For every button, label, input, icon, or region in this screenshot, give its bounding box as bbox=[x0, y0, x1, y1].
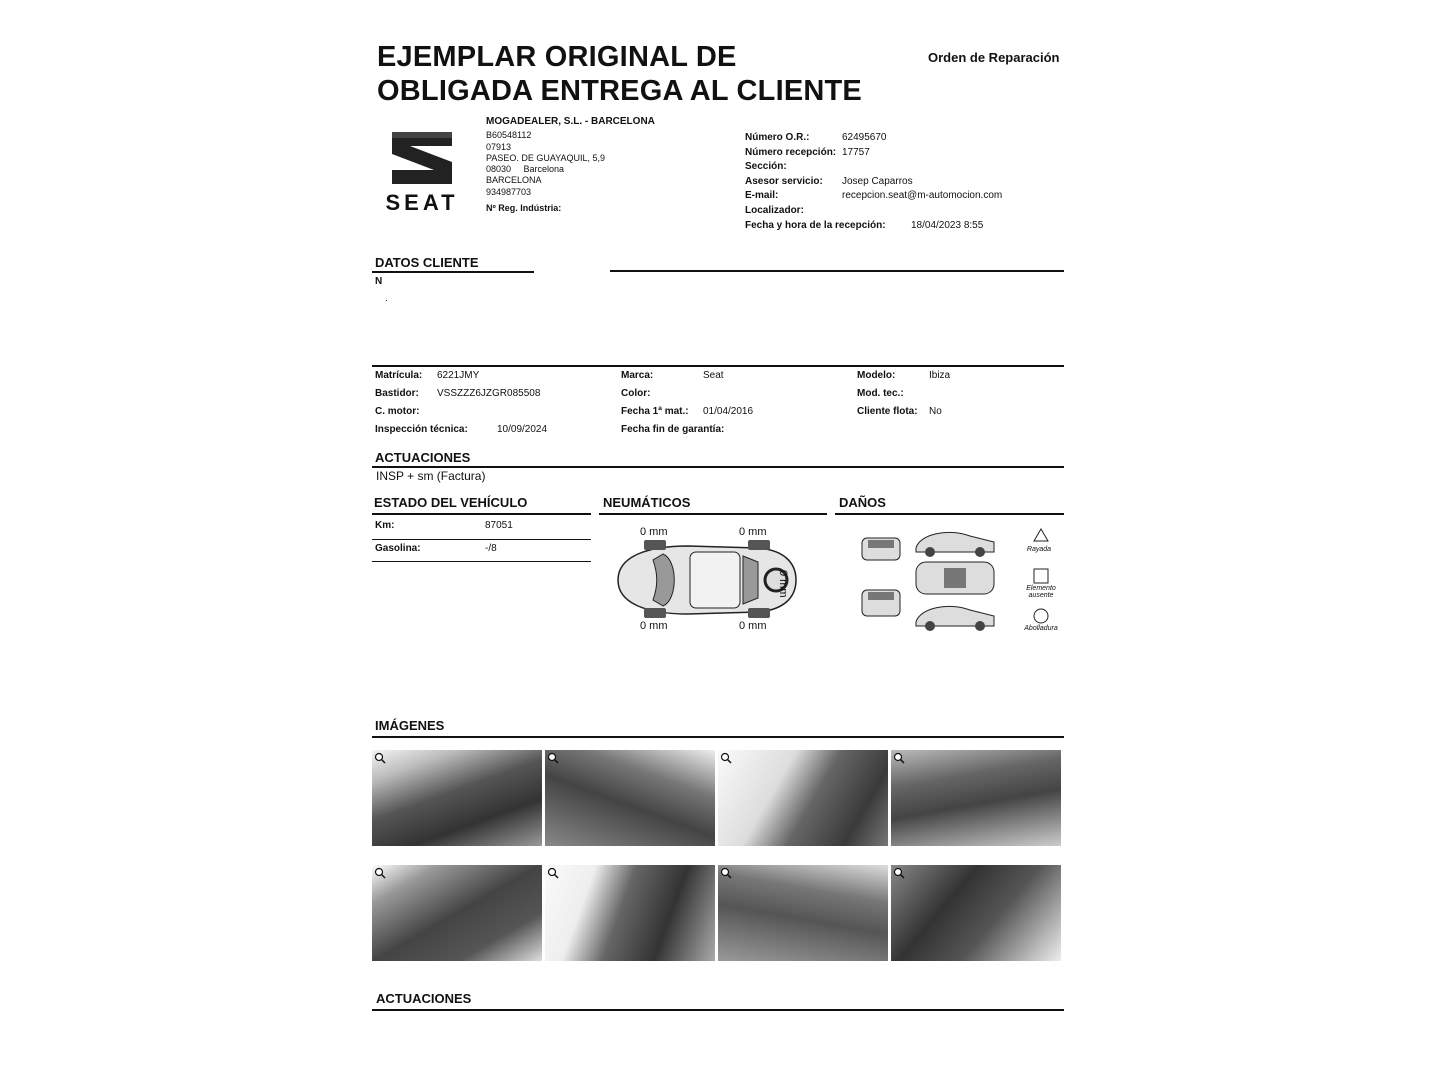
divider bbox=[372, 466, 1064, 468]
neumaticos-title: NEUMÁTICOS bbox=[603, 495, 691, 510]
matricula-label: Matrícula: bbox=[375, 370, 423, 381]
vehicle-photo-5[interactable] bbox=[372, 865, 542, 961]
actuaciones-text: INSP + sm (Factura) bbox=[376, 469, 486, 483]
fecha-recepcion-value: 18/04/2023 8:55 bbox=[911, 219, 984, 231]
fecha-matriculacion-label: Fecha 1ª mat.: bbox=[621, 406, 689, 417]
vehicle-photo-3[interactable] bbox=[718, 750, 888, 846]
dealer-name: MOGADEALER, S.L. - BARCELONA bbox=[486, 116, 655, 127]
seccion-label: Sección: bbox=[745, 161, 787, 173]
garantia-label: Fecha fin de garantía: bbox=[621, 424, 725, 435]
vehicle-photo-7[interactable] bbox=[718, 865, 888, 961]
divider bbox=[372, 271, 534, 273]
color-label: Color: bbox=[621, 388, 651, 399]
divider bbox=[599, 513, 827, 515]
divider bbox=[372, 561, 591, 562]
dealer-line: 08030 Barcelona bbox=[486, 164, 565, 175]
vehicle-photo-4[interactable] bbox=[891, 750, 1061, 846]
dealer-line: 934987703 bbox=[486, 186, 532, 197]
seat-emblem-icon bbox=[372, 128, 472, 188]
recepcion-value: 17757 bbox=[842, 146, 870, 158]
matricula-value: 6221JMY bbox=[437, 370, 480, 381]
marca-label: Marca: bbox=[621, 370, 654, 381]
km-value: 87051 bbox=[485, 520, 513, 531]
legend-abolladura: Abolladura bbox=[1024, 625, 1058, 632]
zoom-icon[interactable] bbox=[547, 752, 559, 764]
vehicle-col-2 bbox=[621, 367, 753, 439]
zoom-icon[interactable] bbox=[893, 752, 905, 764]
car-rear-view-icon bbox=[862, 590, 900, 616]
dealer-line: BARCELONA bbox=[486, 175, 542, 186]
divider bbox=[372, 539, 591, 540]
dealer-line: B60548112 bbox=[486, 130, 532, 141]
tire-front-right-depth: 0 mm bbox=[739, 526, 767, 538]
vehicle-photo-2[interactable] bbox=[545, 750, 715, 846]
dent-circle-icon bbox=[1033, 608, 1049, 624]
dealer-reg-label: Nº Reg. Indústria: bbox=[486, 203, 562, 214]
modelo-value: Ibiza bbox=[929, 370, 951, 381]
divider bbox=[372, 1009, 1064, 1011]
order-info bbox=[745, 131, 1002, 233]
asesor-value: Josep Caparros bbox=[842, 175, 913, 187]
vehicle-col-3 bbox=[857, 367, 950, 421]
actuaciones-footer-title: ACTUACIONES bbox=[376, 991, 472, 1006]
title-line-1: EJEMPLAR ORIGINAL DE bbox=[377, 41, 737, 73]
dealer-line: PASEO. DE GUAYAQUIL, 5,9 bbox=[486, 152, 606, 163]
damage-diagram bbox=[858, 524, 998, 634]
vehicle-photo-1[interactable] bbox=[372, 750, 542, 846]
car-front-view-icon bbox=[862, 538, 900, 560]
document-type: Orden de Reparación bbox=[928, 50, 1060, 65]
zoom-icon[interactable] bbox=[893, 867, 905, 879]
divider bbox=[372, 736, 1064, 738]
zoom-icon[interactable] bbox=[720, 867, 732, 879]
legend-rayada: Rayada bbox=[1026, 546, 1052, 553]
vehicle-photo-8[interactable] bbox=[891, 865, 1061, 961]
logo-brand-word: SEAT bbox=[385, 190, 459, 215]
numero-or-label: Número O.R.: bbox=[745, 132, 810, 143]
email-label: E-mail: bbox=[745, 190, 779, 202]
divider bbox=[372, 513, 591, 515]
missing-element-square-icon bbox=[1033, 568, 1049, 584]
vehicle-col-1 bbox=[375, 367, 547, 439]
scratch-triangle-icon bbox=[1033, 528, 1049, 542]
fecha-matriculacion-value: 01/04/2016 bbox=[703, 406, 754, 417]
actuaciones-title: ACTUACIONES bbox=[375, 450, 471, 465]
numero-or-value: 62495670 bbox=[842, 132, 887, 143]
zoom-icon[interactable] bbox=[374, 752, 386, 764]
datos-cliente-title: DATOS CLIENTE bbox=[375, 255, 479, 270]
divider bbox=[835, 513, 1064, 515]
car-side-view-2-icon bbox=[916, 606, 994, 631]
email-value: recepcion.seat@m-automocion.com bbox=[842, 190, 1003, 202]
modelo-label: Modelo: bbox=[857, 370, 896, 381]
bastidor-label: Bastidor: bbox=[375, 388, 419, 399]
recepcion-label: Número recepción: bbox=[745, 146, 837, 158]
inspeccion-label: Inspección técnica: bbox=[375, 424, 468, 435]
title-line-2: OBLIGADA ENTREGA AL CLIENTE bbox=[377, 75, 862, 107]
legend-elemento-ausente: Elemento ausente bbox=[1026, 585, 1056, 599]
gasolina-value: -/8 bbox=[485, 543, 497, 554]
cliente-flota-value: No bbox=[929, 406, 942, 417]
vehicle-photo-6[interactable] bbox=[545, 865, 715, 961]
inspeccion-value: 10/09/2024 bbox=[497, 424, 548, 435]
cmotor-label: C. motor: bbox=[375, 406, 420, 417]
car-top-view-icon bbox=[916, 562, 994, 594]
marca-value: Seat bbox=[703, 370, 724, 381]
tire-rear-right-depth: 0 mm bbox=[739, 620, 767, 632]
dealer-line: 07913 bbox=[486, 141, 512, 152]
localizador-label: Localizador: bbox=[745, 204, 804, 216]
estado-vehiculo-title: ESTADO DEL VEHÍCULO bbox=[374, 495, 528, 510]
cliente-dot: . bbox=[385, 293, 388, 304]
zoom-icon[interactable] bbox=[720, 752, 732, 764]
seat-logo bbox=[372, 128, 472, 218]
document-title bbox=[377, 40, 862, 108]
modtec-label: Mod. tec.: bbox=[857, 388, 904, 399]
gasolina-label: Gasolina: bbox=[375, 543, 421, 554]
car-side-view-icon bbox=[916, 532, 994, 557]
spare-tire-depth: 0 mm bbox=[777, 570, 789, 598]
cliente-flota-label: Cliente flota: bbox=[857, 406, 918, 417]
danos-title: DAÑOS bbox=[839, 495, 886, 510]
imagenes-title: IMÁGENES bbox=[375, 718, 445, 733]
divider bbox=[610, 270, 1064, 272]
bastidor-value: VSSZZZ6JZGR085508 bbox=[437, 388, 541, 399]
dealer-info bbox=[486, 116, 655, 214]
asesor-label: Asesor servicio: bbox=[745, 175, 823, 187]
tire-front-left-depth: 0 mm bbox=[640, 526, 668, 538]
km-label: Km: bbox=[375, 520, 395, 531]
tire-rear-left-depth: 0 mm bbox=[640, 620, 668, 632]
cliente-initial: N bbox=[375, 276, 383, 287]
zoom-icon[interactable] bbox=[374, 867, 386, 879]
fecha-recepcion-label: Fecha y hora de la recepción: bbox=[745, 219, 886, 231]
zoom-icon[interactable] bbox=[547, 867, 559, 879]
